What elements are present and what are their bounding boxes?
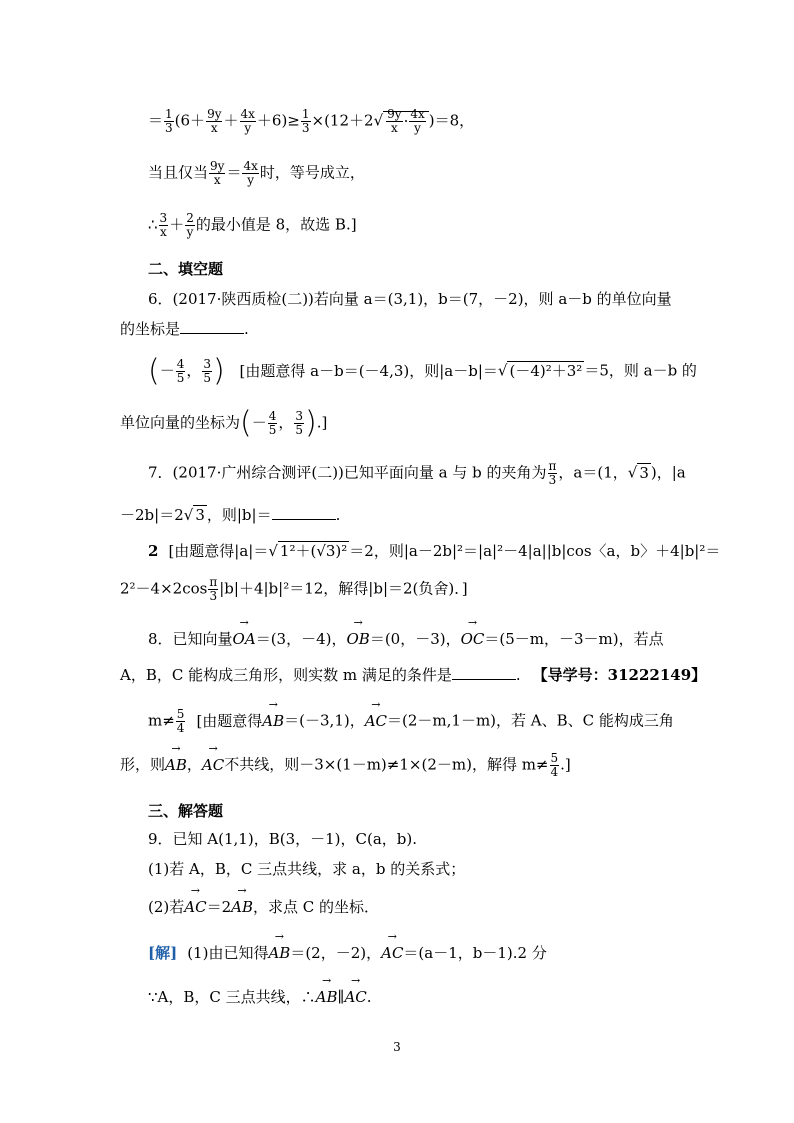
question-7-text: 7．(2017·广州综合测评(二))已知平面向量 a 与 b 的夹角为 $\frac{\pi}{3}$ ，a＝(1，√ 3 )，|a [148,459,686,487]
question-7-answer-cont: 2²－4×2cos $\frac{\pi}{3}$ |b|＋4|b|²＝12，解得|b|＝2(负舍)．] [120,575,468,603]
question-7-prompt: －2b|＝2√ 3 ，则|b|＝ . [120,506,341,524]
question-6-answer-cont: 单位向量的坐标为(－ $\frac{4}{5}$ ， $\frac{3}{5}$ ).] [120,405,328,441]
question-6-prompt: 的坐标是 . [120,320,249,338]
question-9-solution: [解] (1)由已知得→ AB＝(2，－2)，→ AC＝(a－1，b－1).2 分 [148,942,547,964]
inequality-line: ＝ $\frac{1}{3}$ (6＋ $\frac{9y}{x}$ ＋ $\frac{4x}{y}$ ＋6)≥ $\frac{1}{3}$ ×(12＋2√ $\frac{9y}{x}$ · $\frac{4x}{y}$ )＝8， [148,107,475,135]
question-8-prompt: A，B，C 能构成三角形，则实数 m 满足的条件是 . 【导学号：31222149】 [120,666,707,684]
fraction: $\frac{1}{3}$ [165,107,173,135]
question-6-text: 6．(2017·陕西质检(二))若向量 a＝(3,1)，b＝(7，－2)，则 a－b 的单位向量 [148,290,672,308]
question-8-answer-cont: 形，则→ AB，→ AC不共线，则－3×(1－m)≠1×(2－m)，解得 m≠ $\frac{5}{4}$ .] [120,752,571,779]
section-heading-fill-blank: 二、填空题 [148,260,224,278]
question-8-text: 8．已知向量→ OA＝(3，－4)，→ OB＝(0，－3)，→ OC＝(5－m，－3－m)，若点 [148,628,664,650]
question-7-answer: 2 [由题意得|a|＝√ 1²＋(√3)² ＝2，则|a－2b|²＝|a|²－4|a||b|cos〈a，b〉＋4|b|²＝ [148,542,721,560]
page-number: 3 [393,1040,401,1054]
section-heading-solve: 三、解答题 [148,802,224,820]
solution-tag: [解] [148,944,178,962]
answer-blank [272,505,336,520]
question-9-solution-cont: ∵A，B，C 三点共线，∴→ AB∥→ AC. [148,986,372,1008]
equality-condition-line: 当且仅当 $\frac{9y}{x}$ ＝ $\frac{4x}{y}$ 时，等号成立， [148,159,365,187]
answer-blank [452,665,516,680]
question-8-answer: m≠ $\frac{5}{4}$ [由题意得→ AB＝(－3,1)，→ AC＝(2－m,1－m)，若 A、B、C 能构成三角 [148,708,674,735]
question-9-part-1: (1)若 A，B，C 三点共线，求 a，b 的关系式； [148,860,466,878]
guide-number: 【导学号：31222149】 [532,666,707,684]
question-9-text: 9．已知 A(1,1)，B(3，－1)，C(a，b). [148,830,418,848]
answer-blank [180,319,244,334]
sqrt-expression: $\frac{9y}{x}$ · $\frac{4x}{y}$ [383,111,429,130]
question-6-answer: (－ $\frac{4}{5}$ ， $\frac{3}{5}$ ) [由题意得 a－b＝(－4,3)，则|a－b|＝√ (－4)²＋3² ＝5，则 a－b 的 [148,353,697,389]
question-9-part-2: (2)若→ AC＝2→ AB，求点 C 的坐标． [148,896,379,918]
conclusion-line: ∴ $\frac{3}{x}$ ＋ $\frac{2}{y}$ 的最小值是 8，故选 B.] [148,211,357,239]
